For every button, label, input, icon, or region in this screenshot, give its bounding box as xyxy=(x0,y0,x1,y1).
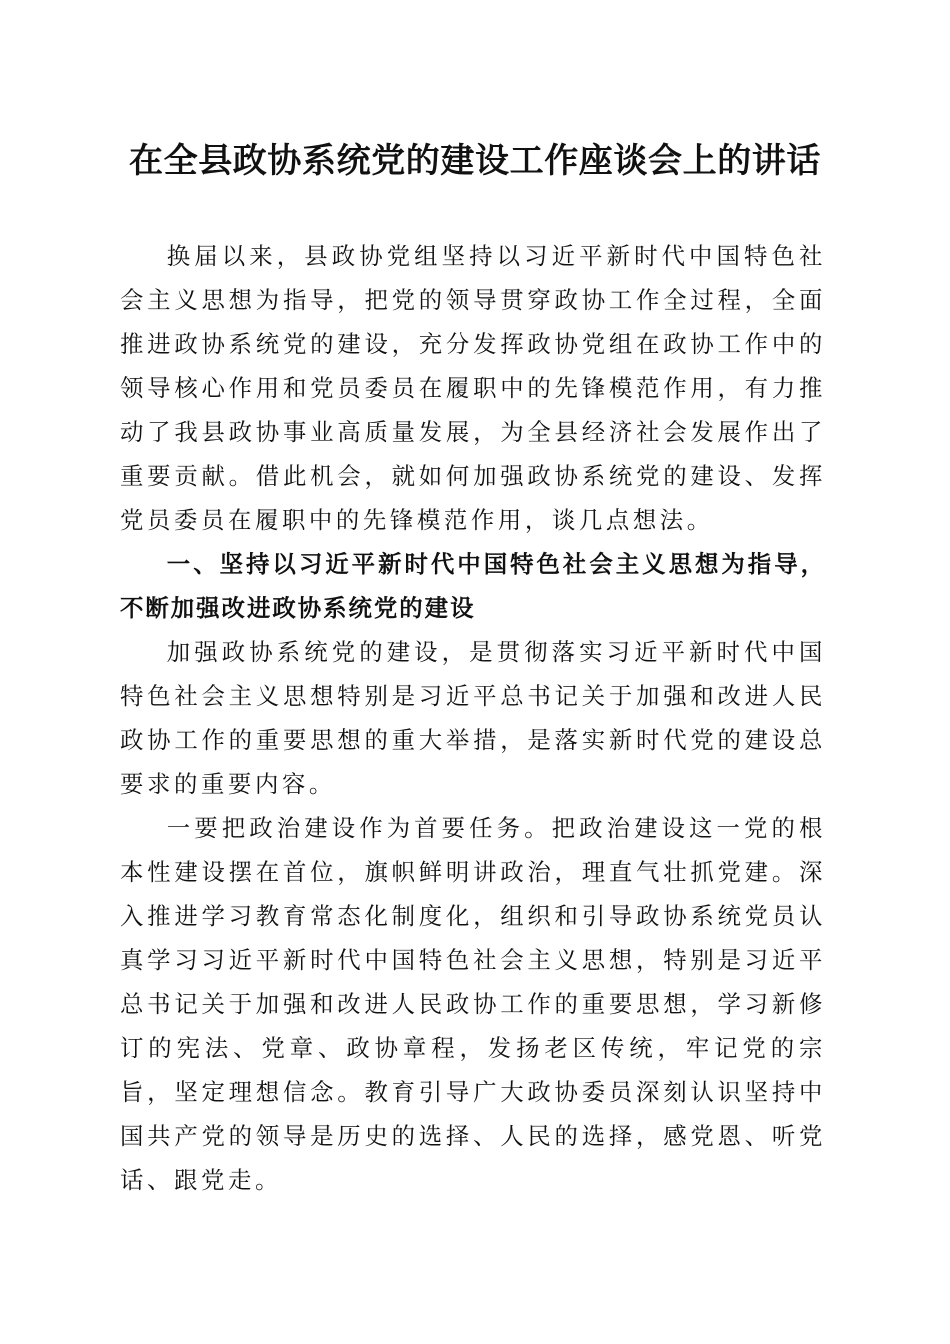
document-body xyxy=(120,234,826,1202)
document-title: 在全县政协系统党的建设工作座谈会上的讲话 xyxy=(129,141,821,181)
paragraph-section-1-lead: 加强政协系统党的建设，是贯彻落实习近平新时代中国特色社会主义思想特别是习近平总书记关于加强和改进人民政协工作的重要思想的重大举措，是落实新时代党的建设总要求的重要内容。 xyxy=(120,638,826,798)
paragraph-intro: 换届以来，县政协党组坚持以习近平新时代中国特色社会主义思想为指导，把党的领导贯穿政协工作全过程，全面推进政协系统党的建设，充分发挥政协党组在政协工作中的领导核心作用和党员委员在履职中的先锋模范作用，有力推动了我县政协事业高质量发展，为全县经济社会发展作出了重要贡献。借此机会，就如何加强政协系统党的建设、发挥党员委员在履职中的先锋模范作用，谈几点想法。 xyxy=(120,242,826,534)
section-heading-1: 一、坚持以习近平新时代中国特色社会主义思想为指导，不断加强改进政协系统党的建设 xyxy=(120,550,826,622)
paragraph-political-construction: 一要把政治建设作为首要任务。把政治建设这一党的根本性建设摆在首位，旗帜鲜明讲政治，理直气壮抓党建。深入推进学习教育常态化制度化，组织和引导政协系统党员认真学习习近平新时代中国特色社会主义思想，特别是习近平总书记关于加强和改进人民政协工作的重要思想，学习新修订的宪法、党章、政协章程，发扬老区传统，牢记党的宗旨，坚定理想信念。教育引导广大政协委员深刻认识坚持中国共产党的领导是历史的选择、人民的选择，感党恩、听党话、跟党走。 xyxy=(120,814,826,1194)
